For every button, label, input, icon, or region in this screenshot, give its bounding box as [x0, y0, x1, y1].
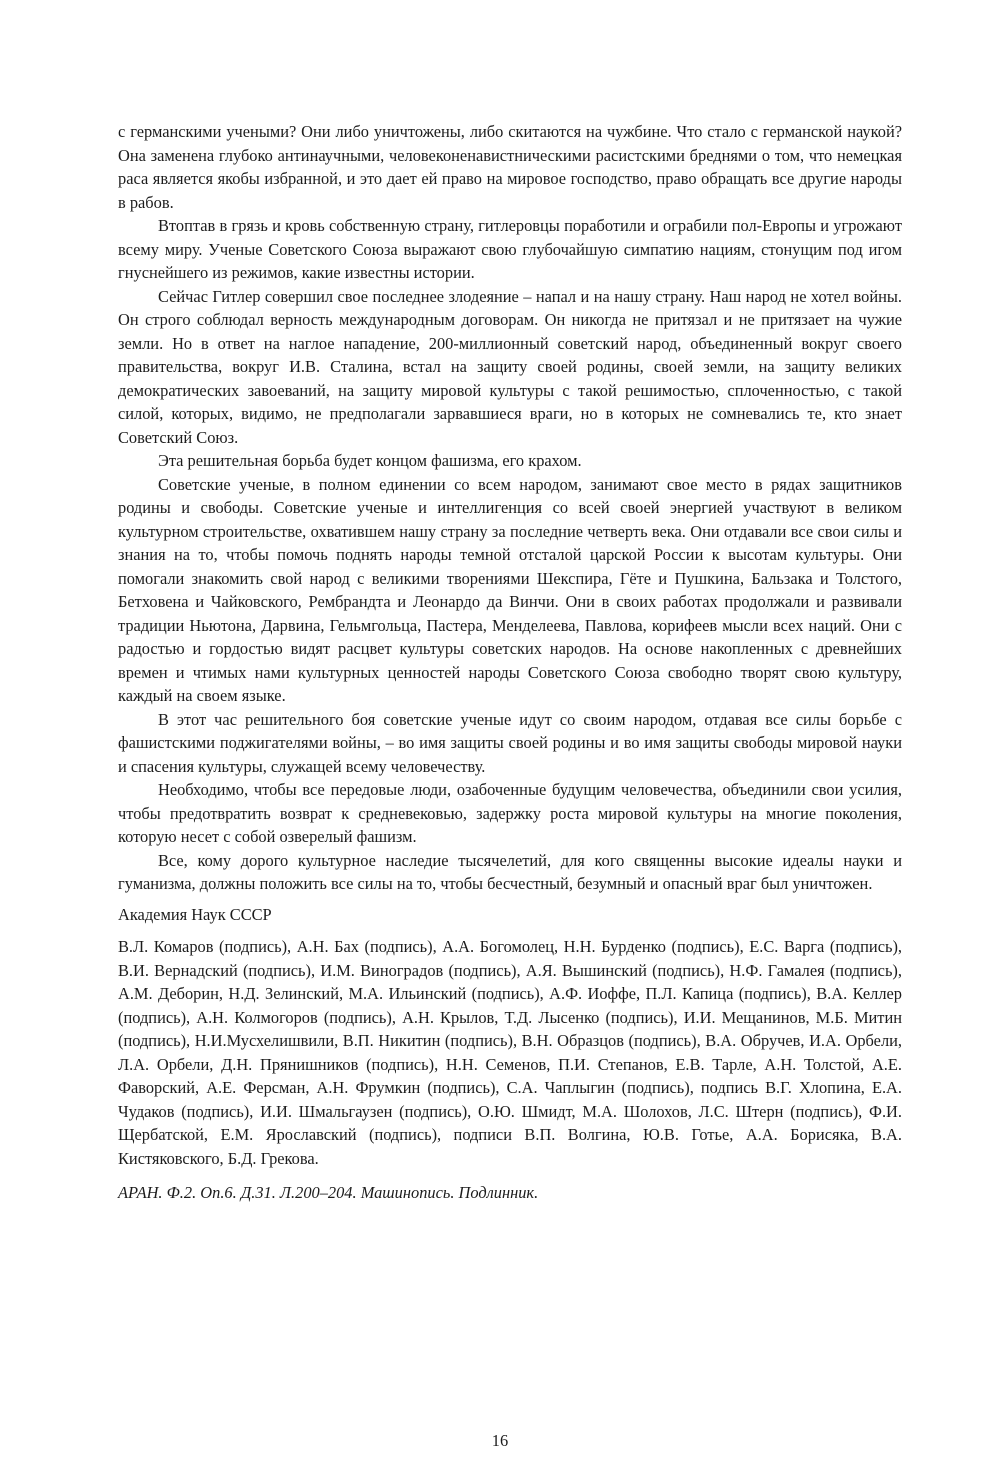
paragraph-5: Советские ученые, в полном единении со всем народом, занимают свое место в рядах защитников родины и свободы. Советские ученые и интеллигенция со всей своей энергией участвуют в великом культурном строительстве, охватившем нашу страну за последние четверть века. Они отдавали все свои силы и знания на то, чтобы помочь поднять народы темной отсталой царской России к высотам культуры. Они помогали знакомить свой народ с великими творениями Шекспира, Гёте и Пушкина, Бальзака и Толстого, Бетховена и Чайковского, Рембрандта и Леонардо да Винчи. Они в своих работах продолжали и развивали традиции Ньютона, Дарвина, Гельмгольца, Пастера, Менделеева, Павлова, корифеев мысли всех наций. Они с радостью и гордостью видят расцвет культуры советских народов. На основе накопленных с древнейших времен и чтимых нами культурных ценностей народы Советского Союза свободно творят свою культуру, каждый на своем языке. — [118, 474, 902, 705]
page-number: 16 — [491, 1431, 509, 1450]
paragraph-7: Необходимо, чтобы все передовые люди, озабоченные будущим человечества, объединили свои усилия, чтобы предотвратить возврат к средневековью, задержку роста мировой культуры на многие поколения, которую несет с собой озверелый фашизм. — [118, 780, 902, 846]
paragraph-2: Втоптав в грязь и кровь собственную страну, гитлеровцы поработили и ограбили пол-Европы и угрожают всему миру. Ученые Советского Союза выражают свою глубочайшую симпатию нациям, стонущим под игом гнуснейшего из режимов, какие известны истории. — [118, 216, 902, 282]
signatories-list: В.Л. Комаров (подпись), А.Н. Бах (подпись), А.А. Богомолец, Н.Н. Бурденко (подпись), Е.С. Варга (подпись), В.И. Вернадский (подпись), И.М. Виноградов (подпись), А.Я. Вышинский (подпись), Н.Ф. Гамалея (подпись), А.М. Деборин, Н.Д. Зелинский, М.А. Ильинский (подпись), А.Ф. Иоффе, П.Л. Капица (подпись), В.А. Келлер (подпись), А.Н. Колмогоров (подпись), А.Н. Крылов, Т.Д. Лысенко (подпись), И.И. Мещанинов, М.Б. Митин (подпись), Н.И.Мусхелишвили, В.П. Никитин (подпись), В.Н. Образцов (подпись), В.А. Обручев, И.А. Орбели, Л.А. Орбели, Д.Н. Прянишников (подпись), Н.Н. Семенов, П.И. Степанов, Е.В. Тарле, А.Н. Толстой, А.Е. Фаворский, А.Е. Ферсман, А.Н. Фрумкин (подпись), С.А. Чаплыгин (подпись), подпись В.Г. Хлопина, Е.А. Чудаков (подпись), И.И. Шмальгаузен (подпись), О.Ю. Шмидт, М.А. Шолохов, Л.С. Штерн (подпись), Ф.И. Щербатской, Е.М. Ярославский (подпись), подписи В.П. Волгина, Ю.В. Готье, А.А. Борисяка, В.А. Кистяковского, Б.Д. Грекова. — [118, 937, 902, 1168]
paragraph-3: Сейчас Гитлер совершил свое последнее злодеяние – напал и на нашу страну. Наш народ не хотел войны. Он строго соблюдал верность международным договорам. Он никогда не притязал и не притязает на чужие земли. Но в ответ на наглое нападение, 200-миллионный советский народ, объединенный вокруг своего правительства, вокруг И.В. Сталина, встал на защиту своей родины, своей земли, на защиту великих демократических завоеваний, на защиту мировой культуры с такой решимостью, сплоченностью, с такой силой, которых, видимо, не предполагали зарвавшиеся враги, но в которых не сомневались те, кто знает Советский Союз. — [118, 286, 902, 447]
paragraph-8: Все, кому дорого культурное наследие тысячелетий, для кого священны высокие идеалы науки и гуманизма, должны положить все силы на то, чтобы бесчестный, безумный и опасный враг был уничтожен. — [118, 850, 902, 893]
paragraph-1: с германскими учеными? Они либо уничтожены, либо скитаются на чужбине. Что стало с германской наукой? Она заменена глубоко антинаучными, человеконенавистническими расистскими бреднями о том, что немецкая раса является якобы избранной, и это дает ей право на мировое господство, право обращать все другие народы в рабов. — [118, 122, 902, 212]
organization-name: Академия Наук СССР — [118, 904, 272, 924]
document-body — [118, 120, 902, 1205]
paragraph-6: В этот час решительного боя советские ученые идут со своим народом, отдавая все силы борьбе с фашистскими поджигателями войны, – во имя защиты своей родины и во имя защиты свободы мировой науки и спасения культуры, служащей всему человечеству. — [118, 709, 902, 776]
paragraph-4: Эта решительная борьба будет концом фашизма, его крахом. — [158, 451, 582, 470]
archive-reference: АРАН. Ф.2. Оп.6. Д.31. Л.200–204. Машинопись. Подлинник. — [118, 1183, 539, 1202]
